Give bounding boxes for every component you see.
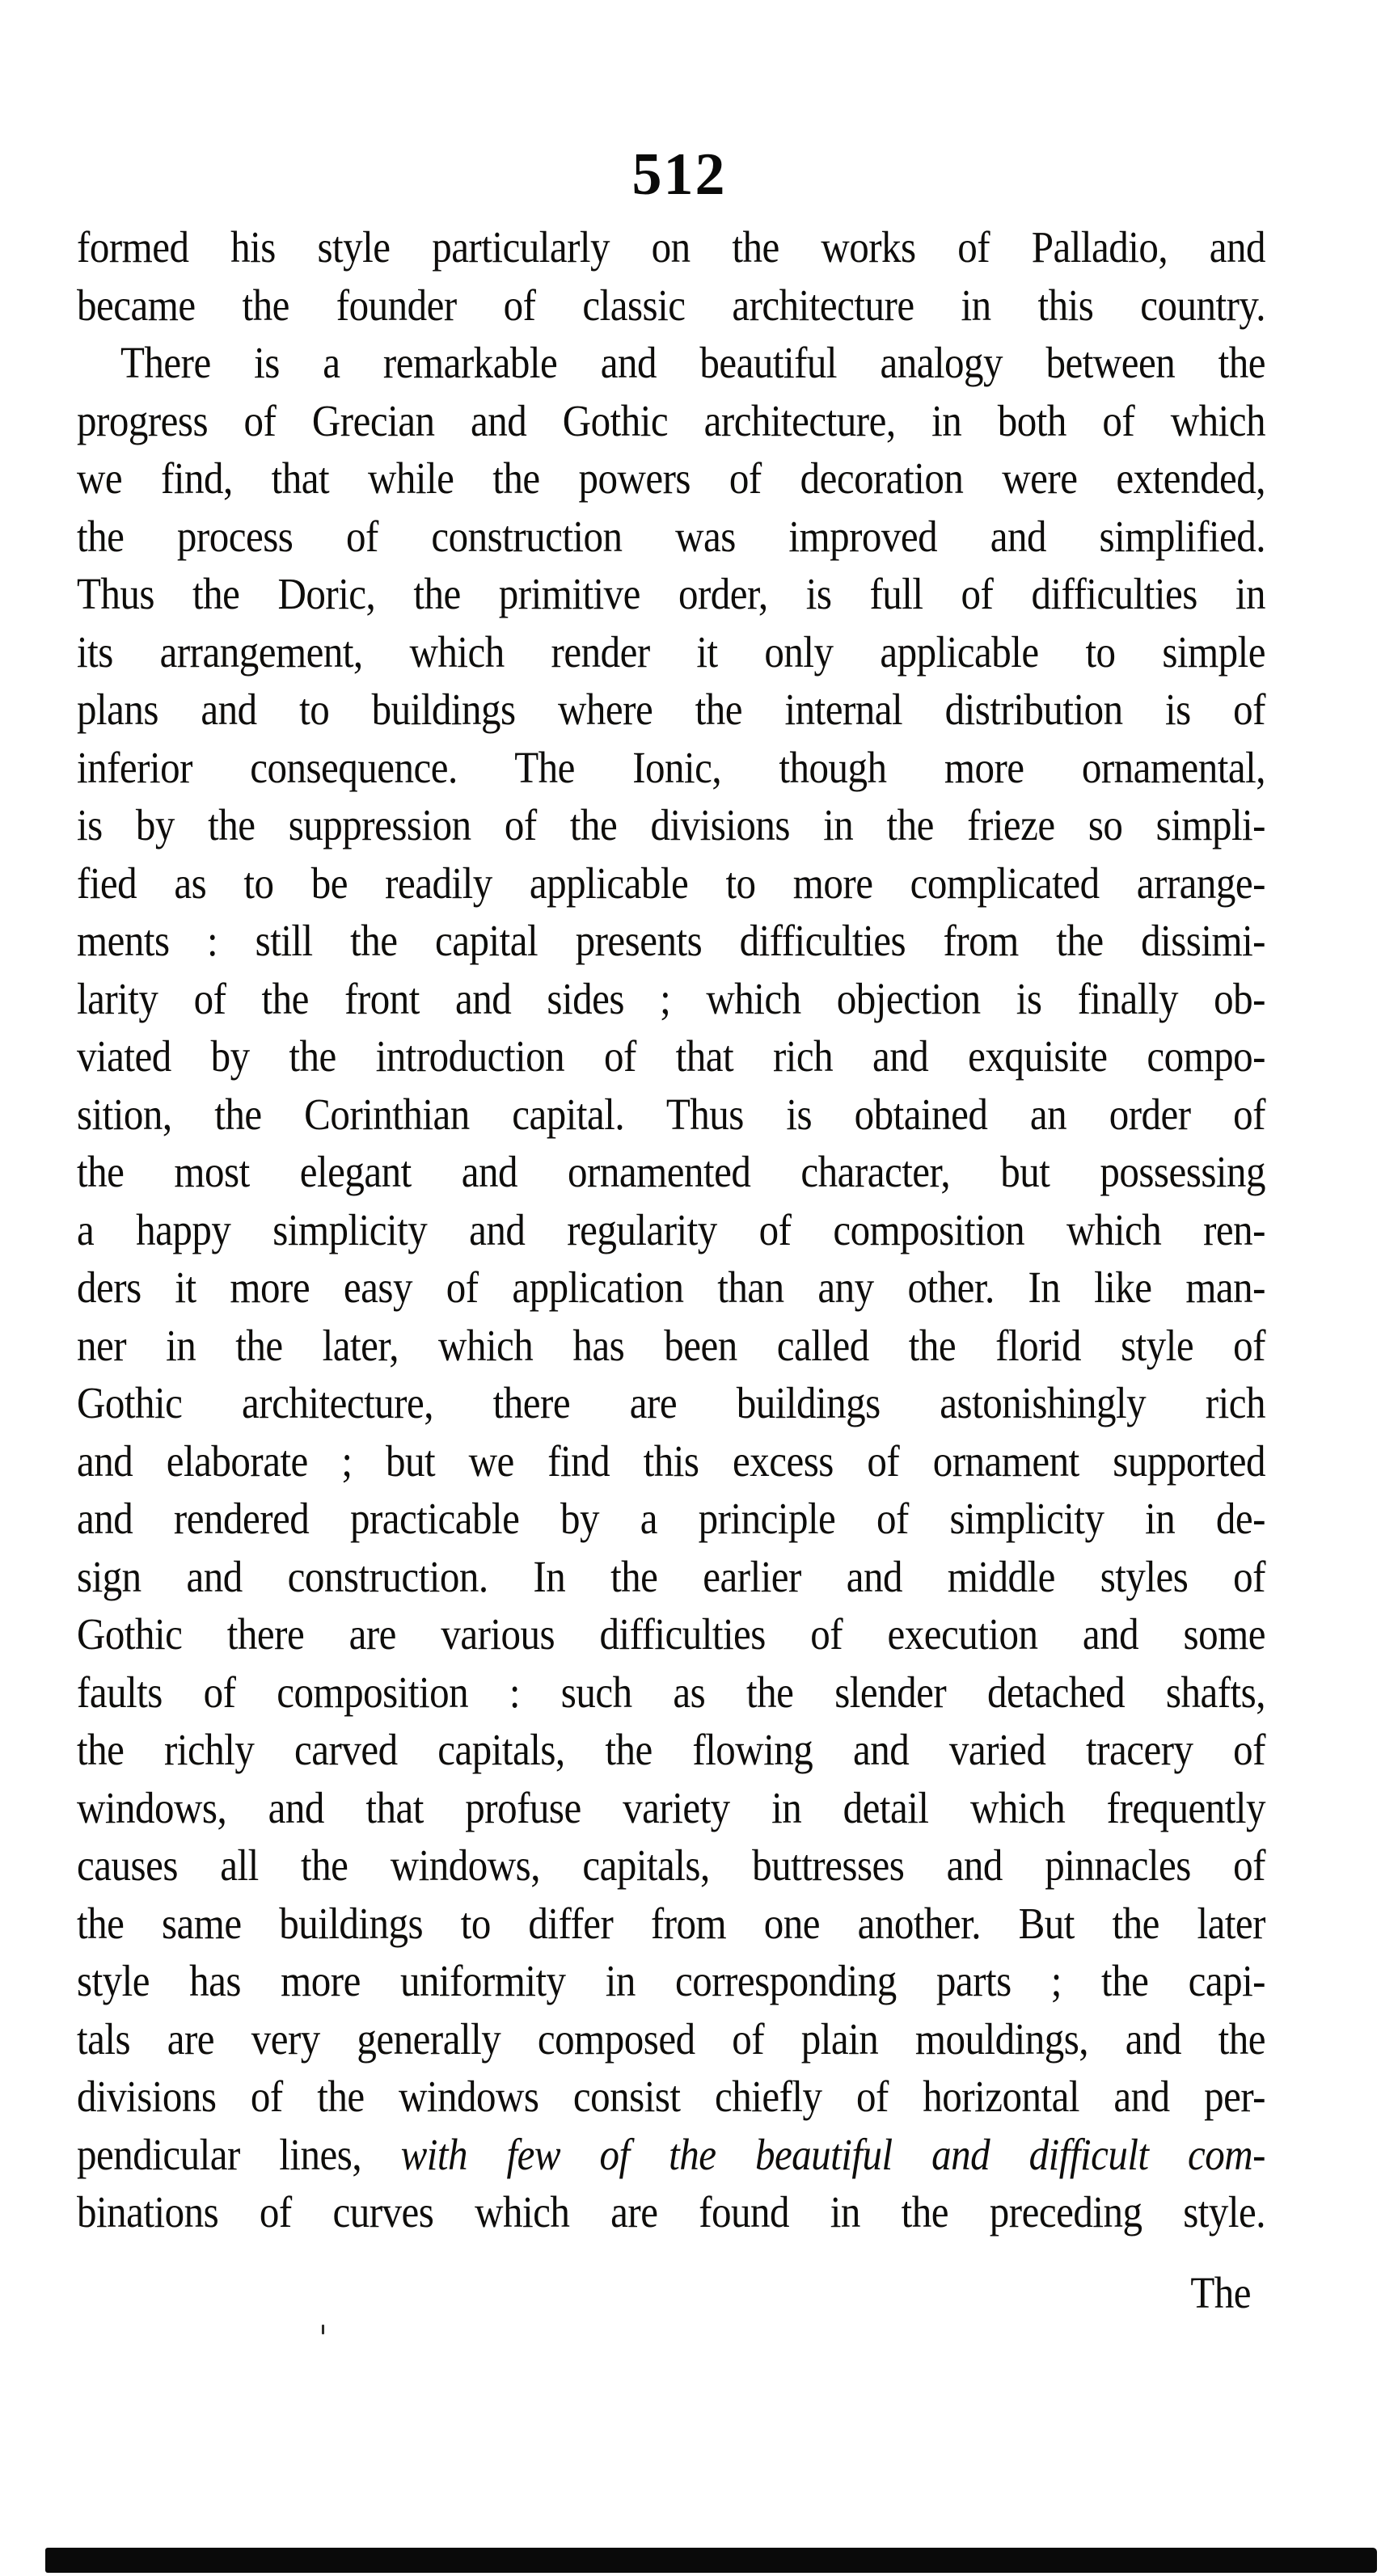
text-segment: pendicular lines,	[77, 2128, 401, 2180]
text-line: larity of the front and sides ; which objection is finally ob-	[77, 972, 1265, 1024]
text-line: the most elegant and ornamented character, but possessing	[77, 1146, 1265, 1197]
scan-edge-bar	[45, 2548, 1377, 2573]
text-line: fied as to be readily applicable to more complicated arrange-	[77, 857, 1265, 909]
text-line: and rendered practicable by a principle of simplicity in de-	[77, 1493, 1265, 1544]
text-line: is by the suppression of the divisions in the frieze so simpli-	[77, 799, 1265, 850]
text-segment-italic: with few of the beautiful and difficult com-	[400, 2128, 1265, 2180]
text-line: sign and construction. In the earlier and middle styles of	[77, 1550, 1265, 1602]
text-line: faults of composition : such as the slender detached shafts,	[77, 1666, 1265, 1718]
text-line: became the founder of classic architecture in this country.	[77, 279, 1265, 331]
text-line: we find, that while the powers of decoration were extended,	[77, 453, 1265, 504]
text-line: windows, and that profuse variety in detail which frequently	[77, 1781, 1265, 1833]
text-line: Gothic architecture, there are buildings astonishingly rich	[77, 1377, 1265, 1428]
text-line: Gothic there are various difficulties of execution and some	[77, 1608, 1265, 1659]
text-line: binations of curves which are found in the preceding style.	[77, 2186, 1265, 2237]
text-line: ders it more easy of application than any other. In like man-	[77, 1262, 1265, 1313]
text-line: its arrangement, which render it only applicable to simple	[77, 626, 1265, 677]
text-line: the richly carved capitals, the flowing and varied tracery of	[77, 1724, 1265, 1775]
ink-mark	[322, 2325, 324, 2334]
text-line: Thus the Doric, the primitive order, is full of difficulties in	[77, 568, 1265, 619]
text-line: and elaborate ; but we find this excess of ornament supported	[77, 1435, 1265, 1486]
text-line-paragraph-start: There is a remarkable and beautiful analogy between the	[120, 337, 1265, 388]
text-line-mixed-italic	[77, 2122, 1265, 2187]
text-line: a happy simplicity and regularity of composition which ren-	[77, 1204, 1265, 1255]
page-number: 512	[631, 141, 727, 208]
text-line: ner in the later, which has been called the florid style of	[77, 1319, 1265, 1371]
text-block	[77, 218, 1265, 2321]
text-line: the process of construction was improved and simplified.	[77, 510, 1265, 562]
text-line: inferior consequence. The Ionic, though more ornamental,	[77, 741, 1265, 793]
text-line: progress of Grecian and Gothic architecture, in both of which	[77, 394, 1265, 446]
text-line: formed his style particularly on the works of Palladio, and	[77, 221, 1265, 272]
text-line: viated by the introduction of that rich and exquisite compo-	[77, 1031, 1265, 1081]
text-line: tals are very generally composed of plain mouldings, and the	[77, 2013, 1265, 2064]
text-line: causes all the windows, capitals, buttresses and pinnacles of	[77, 1840, 1265, 1891]
text-line: plans and to buildings where the internal distribution is of	[77, 684, 1265, 735]
text-line: divisions of the windows consist chiefly of horizontal and per-	[77, 2071, 1265, 2122]
text-line: sition, the Corinthian capital. Thus is obtained an order of	[77, 1088, 1265, 1140]
text-line: ments : still the capital presents difficulties from the dissimi-	[77, 915, 1265, 966]
catchword: The	[1190, 2266, 1251, 2318]
text-line: the same buildings to differ from one another. But the later	[77, 1897, 1265, 1949]
text-line: style has more uniformity in corresponding parts ; the capi-	[77, 1955, 1265, 2006]
